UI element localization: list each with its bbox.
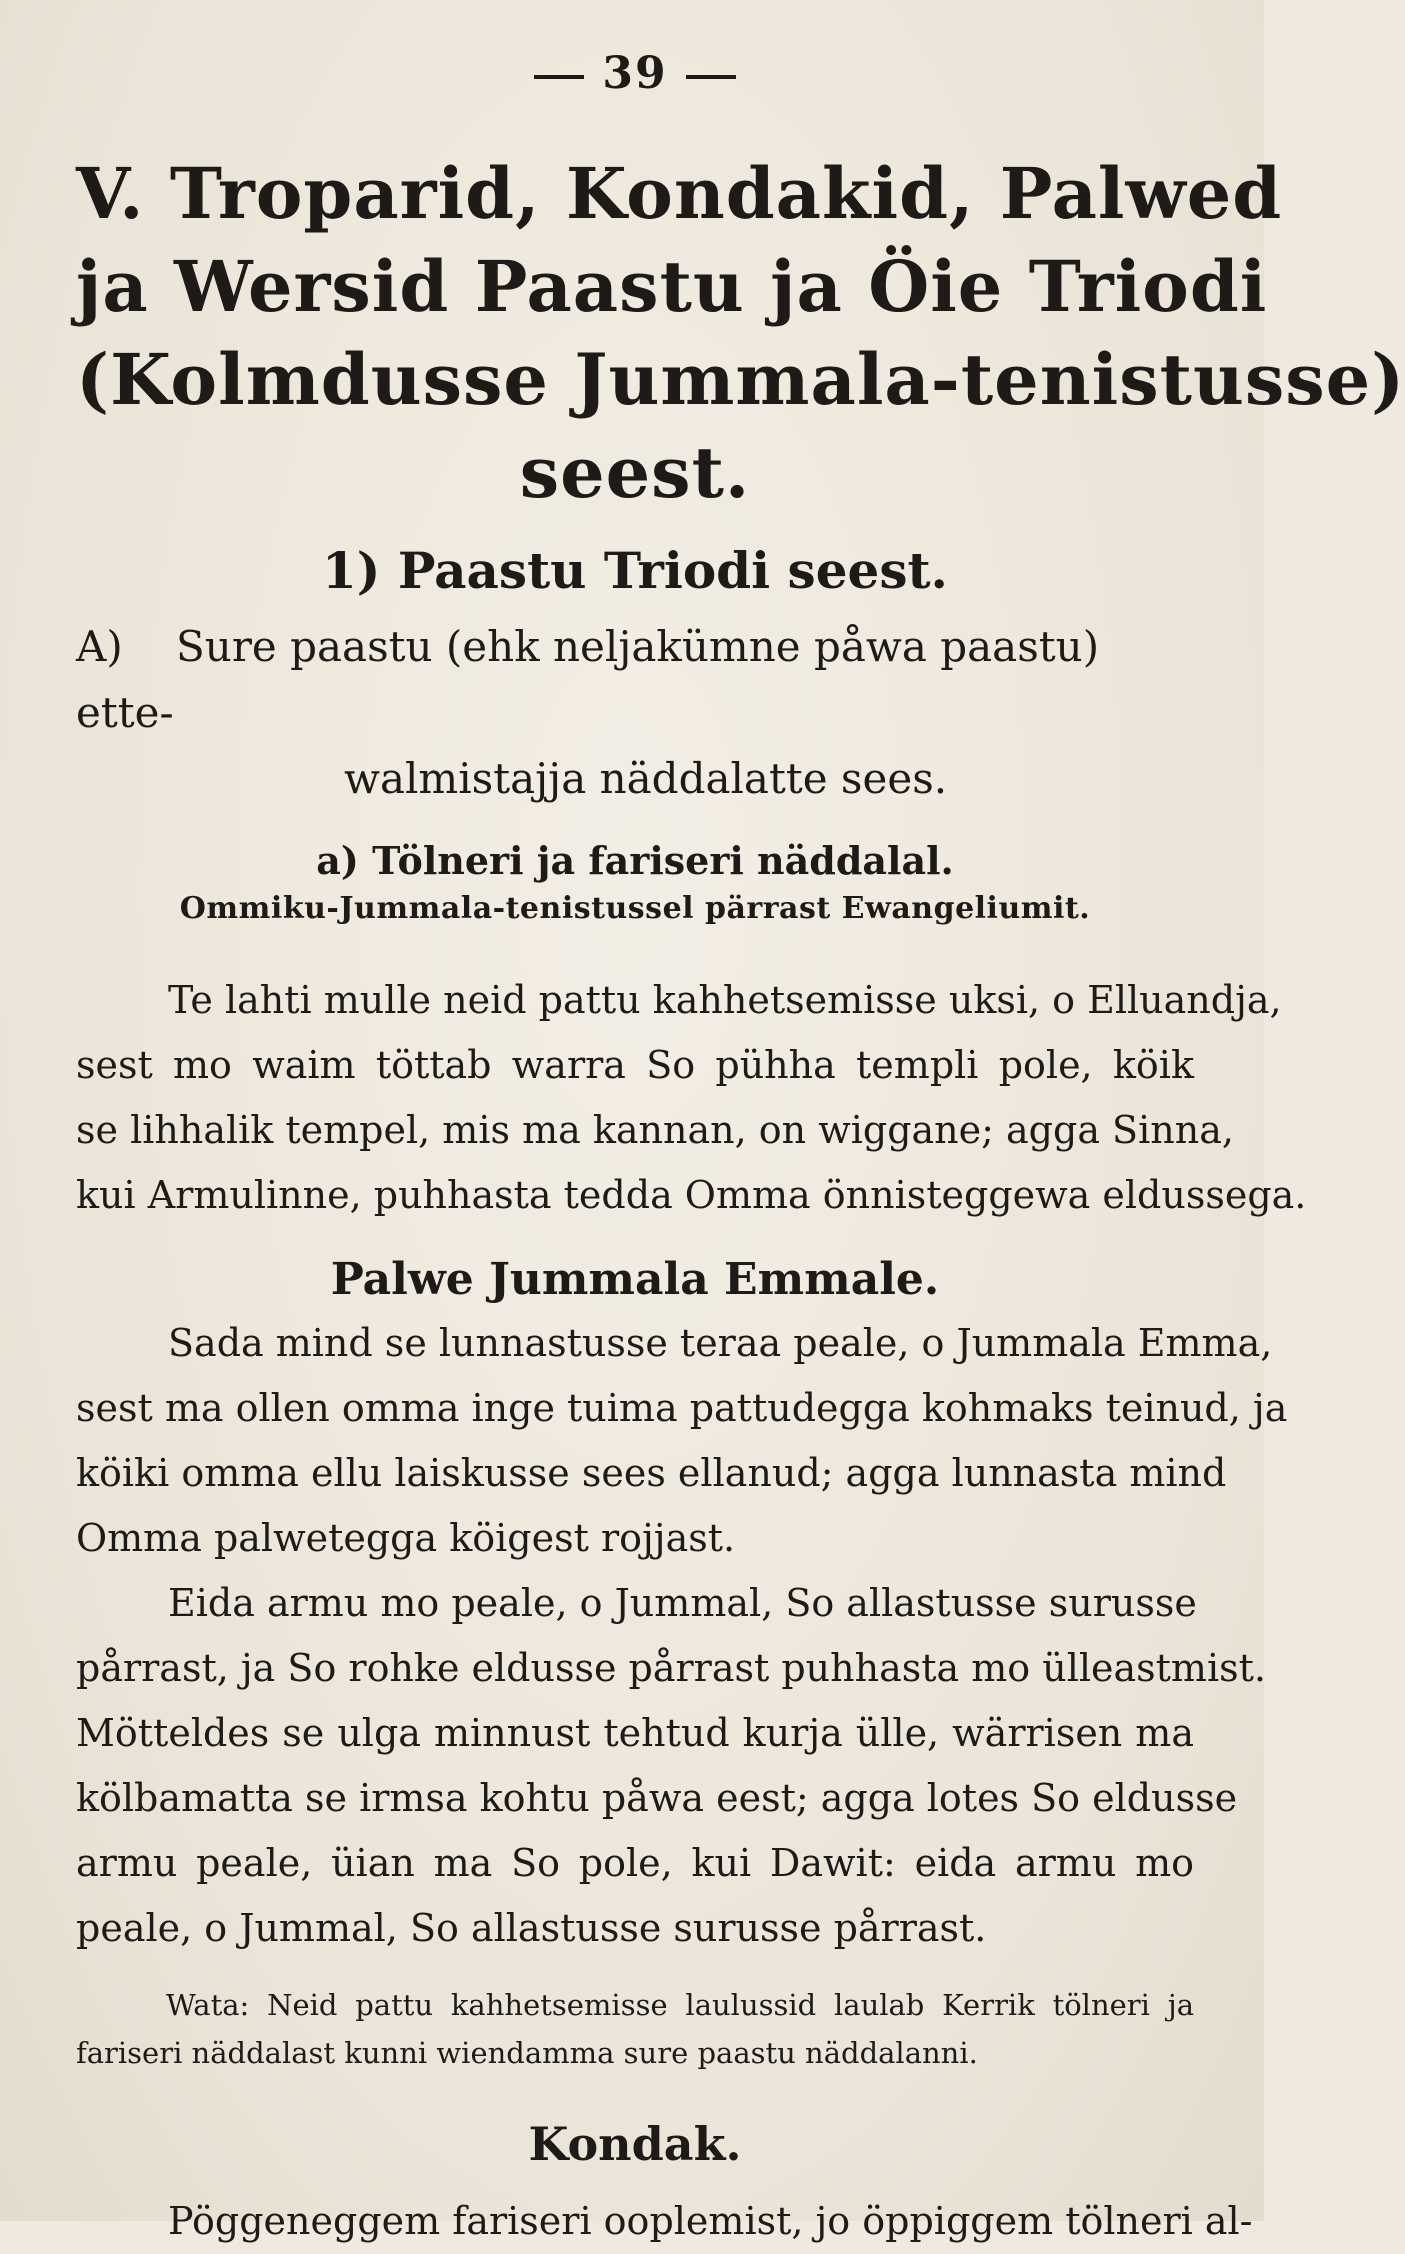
text-line: se lihhalik tempel, mis ma kannan, on wiggane; agga Sinna, bbox=[76, 1108, 1234, 1152]
kondak-paragraph bbox=[76, 2189, 1253, 2254]
chapter-title-line: (Kolmdusse Jummala-tenistusse) bbox=[76, 338, 1405, 421]
text-line: Eida armu mo peale, o Jummal, So allastusse surusse bbox=[168, 1581, 1197, 1625]
text-line: sest ma ollen omma inge tuima pattudegga kohmaks teinud, ja bbox=[76, 1386, 1288, 1430]
chapter-title-line: seest. bbox=[519, 431, 751, 514]
text-line: armu peale, üian ma So pole, kui Dawit: eida armu mo bbox=[76, 1841, 1194, 1885]
subsection-text: Sure paastu (ehk neljakümne påwa paastu) ette- bbox=[76, 622, 1100, 737]
troparion-paragraph bbox=[76, 968, 1307, 1228]
prayer-title: Palwe Jummala Emmale. bbox=[330, 1254, 940, 1305]
section-heading: 1) Paastu Triodi seest. bbox=[322, 541, 948, 600]
chapter-title bbox=[76, 147, 1405, 519]
footnote-line: fariseri näddalast kunni wiendamma sure paastu näddalanni. bbox=[76, 2036, 978, 2070]
service-note: Ommiku-Jummala-tenistussel pärrast Ewangeliumit. bbox=[179, 891, 1091, 926]
verse-paragraph bbox=[76, 1571, 1266, 1961]
footnote bbox=[76, 1981, 1194, 2077]
text-line: kui Armulinne, puhhasta tedda Omma önnisteggewa eldussega. bbox=[76, 1173, 1307, 1217]
footnote-line: Wata: Neid pattu kahhetsemisse laulussid laulab Kerrik tölneri ja bbox=[166, 1988, 1194, 2022]
chapter-title-line: ja Wersid Paastu ja Öie Triodi bbox=[76, 245, 1268, 328]
subsection-line bbox=[76, 614, 1194, 746]
text-line: Mötteldes se ulga minnust tehtud kurja ülle, wärrisen ma bbox=[76, 1711, 1194, 1755]
text-line: Sada mind se lunnastusse teraa peale, o Jummala Emma, bbox=[168, 1321, 1273, 1365]
subsection-label: A) bbox=[76, 622, 123, 671]
subsubsection-heading: a) Tölneri ja fariseri näddalal. bbox=[316, 838, 954, 883]
text-line: Te lahti mulle neid pattu kahhetsemisse uksi, o Elluandja, bbox=[168, 978, 1282, 1022]
text-line: kölbamatta se irmsa kohtu påwa eest; agga lotes So eldusse bbox=[76, 1776, 1238, 1820]
text-line: pårrast, ja So rohke eldusse pårrast puhhasta mo ülleastmist. bbox=[76, 1646, 1266, 1690]
chapter-title-line: V. Troparid, Kondakid, Palwed bbox=[76, 152, 1283, 235]
subsection-heading bbox=[76, 614, 1194, 812]
prayer-paragraph bbox=[76, 1311, 1288, 1571]
text-line: peale, o Jummal, So allastusse surusse pårrast. bbox=[76, 1906, 987, 1950]
text-line: Omma palwetegga köigest rojjast. bbox=[76, 1516, 736, 1560]
text-line: sest mo waim töttab warra So pühha templi pole, köik bbox=[76, 1043, 1194, 1087]
text-line: köiki omma ellu laiskusse sees ellanud; agga lunnasta mind bbox=[76, 1451, 1227, 1495]
page-number-dash-left bbox=[534, 75, 584, 79]
kondak-title: Kondak. bbox=[528, 2117, 742, 2171]
subsection-line: walmistajja näddalatte sees. bbox=[344, 754, 948, 803]
text-line: Pöggeneggem fariseri ooplemist, jo öppiggem tölneri al- bbox=[168, 2199, 1253, 2243]
page-number-dash-right bbox=[686, 75, 736, 79]
page-number-text: 39 bbox=[602, 48, 668, 99]
page-number bbox=[76, 48, 1194, 99]
